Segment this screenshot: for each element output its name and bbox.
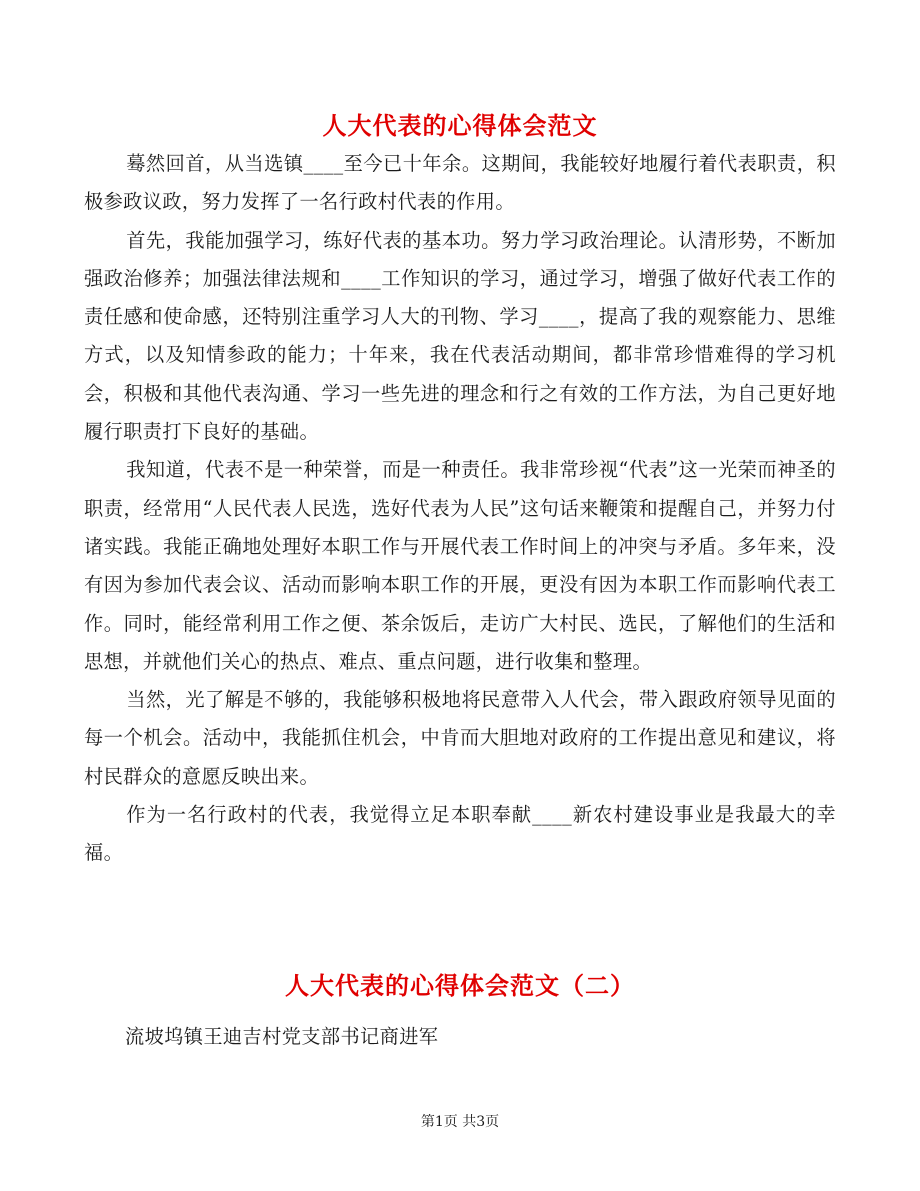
- document-title: 人大代表的心得体会范文: [322, 111, 598, 140]
- paragraph-2: 首先，我能加强学习，练好代表的基本功。努力学习政治理论。认清形势，不断加强政治修养；加强法律法规和____工作知识的学习，通过学习，增强了做好代表工作的责任感和使命感，还特别注重学习人大的刊物、学习____，提高了我的观察能力、思维方式，以及知情参政的能力；十年来，我在代表活动期间，都非常珍惜难得的学习机会，积极和其他代表沟通、学习一些先进的理念和行之有效的工作方法，为自己更好地履行职责打下良好的基础。: [84, 228, 836, 444]
- document-body: [84, 145, 836, 873]
- page-footer: 第1页 共3页: [420, 1114, 500, 1130]
- paragraph-4: 当然，光了解是不够的，我能够积极地将民意带入人代会，带入跟政府领导见面的每一个机会。活动中，我能抓住机会，中肯而大胆地对政府的工作提出意见和建议，将村民群众的意愿反映出来。: [84, 688, 836, 788]
- paragraph-5: 作为一名行政村的代表，我觉得立足本职奉献____新农村建设事业是我最大的幸福。: [84, 803, 836, 865]
- paragraph-1: 蓦然回首，从当选镇____至今已十年余。这期间，我能较好地履行着代表职责，积极参政议政，努力发挥了一名行政村代表的作用。: [84, 152, 836, 214]
- section-title: 人大代表的心得体会范文（二）: [285, 971, 635, 1000]
- paragraph-3: 我知道，代表不是一种荣誉，而是一种责任。我非常珍视“代表”这一光荣而神圣的职责，经常用“人民代表人民选，选好代表为人民”这句话来鞭策和提醒自己，并努力付诸实践。我能正确地处理好本职工作与开展代表工作时间上的冲突与矛盾。多年来，没有因为参加代表会议、活动而影响本职工作的开展，更没有因为本职工作而影响代表工作。同时，能经常利用工作之便、茶余饭后，走访广大村民、选民，了解他们的生活和思想，并就他们关心的热点、难点、重点问题，进行收集和整理。: [84, 458, 836, 673]
- author-line: 流坡坞镇王迪吉村党支部书记商进军: [125, 1025, 439, 1048]
